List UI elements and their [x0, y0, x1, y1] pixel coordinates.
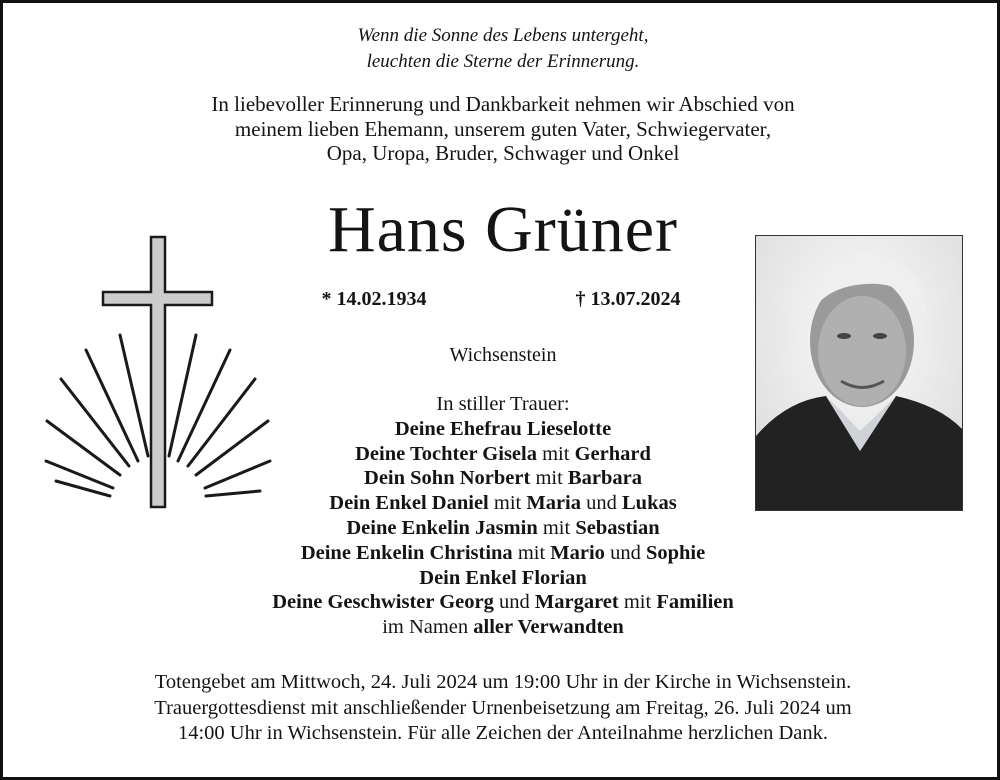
mourner-name: Barbara [567, 467, 642, 490]
mourner-name: Dein Sohn Norbert [364, 467, 531, 490]
mourner-name: Deine Enkelin Christina [300, 541, 513, 564]
intro-line: In liebevoller Erinnerung und Dankbarkeit nehmen wir Abschied von [211, 92, 795, 116]
connector-text: und [604, 541, 646, 564]
mourner-line [3, 615, 1000, 640]
connector-text: mit [618, 591, 657, 614]
mourner-name: Dein Enkel Florian [419, 566, 587, 589]
mourner-name: Deine Tochter Gisela [355, 442, 537, 465]
mourner-line [3, 541, 1000, 566]
mourner-name: Mario [550, 541, 605, 564]
portrait-photo [755, 235, 963, 511]
connector-text: mit [537, 516, 576, 539]
place: Wichsenstein [449, 344, 557, 366]
connector-text: und [581, 492, 622, 515]
birth-date: * 14.02.1934 [321, 288, 427, 310]
connector-text: im Namen [382, 616, 474, 639]
death-date: † 13.07.2024 [575, 288, 681, 310]
mourner-line [3, 590, 1000, 615]
intro-line: meinem lieben Ehemann, unserem guten Vater, Schwiegervater, [234, 116, 772, 141]
motto-line: Wenn die Sonne des Lebens untergeht, [357, 25, 649, 46]
service-line: Totengebet am Mittwoch, 24. Juli 2024 um 19:00 Uhr in der Kirche in Wichsenstein. [154, 671, 852, 693]
mourner-name: Sebastian [575, 516, 660, 539]
mourner-name: Sophie [645, 541, 706, 564]
connector-text: und [493, 591, 535, 614]
mourning-heading: In stiller Trauer: [436, 393, 570, 415]
intro-line: Opa, Uropa, Bruder, Schwager und Onkel [326, 141, 680, 165]
connector-text: mit [512, 541, 551, 564]
mourner-name: Deine Enkelin Jasmin [346, 516, 538, 539]
motto-line: leuchten die Sterne der Erinnerung. [366, 51, 640, 72]
mourner-name: Maria [526, 492, 581, 515]
mourner-name: Lukas [622, 492, 677, 515]
portrait-image [756, 236, 963, 511]
service-line: 14:00 Uhr in Wichsenstein. Für alle Zeichen der Anteilnahme herzlichen Dank. [177, 722, 829, 744]
mourner-name: Deine Ehefrau Lieselotte [394, 417, 612, 440]
mourner-name: Familien [656, 591, 734, 614]
deceased-name: Hans Grüner [327, 193, 679, 266]
connector-text: mit [530, 467, 568, 490]
mourner-name: aller Verwandten [473, 616, 624, 639]
cross-shape [103, 237, 212, 507]
mourner-name: Gerhard [574, 442, 651, 465]
mourner-name: Deine Geschwister Georg [272, 591, 494, 614]
service-line: Trauergottesdienst mit anschließender Urnenbeisetzung am Freitag, 26. Juli 2024 um [154, 696, 852, 719]
service-info [3, 670, 1000, 747]
connector-text: mit [536, 442, 575, 465]
cross-with-rays-icon [3, 3, 303, 523]
mourner-line [3, 566, 1000, 591]
mourner-name: Margaret [534, 591, 619, 614]
mourner-name: Dein Enkel Daniel [329, 492, 489, 515]
connector-text: mit [488, 492, 527, 515]
